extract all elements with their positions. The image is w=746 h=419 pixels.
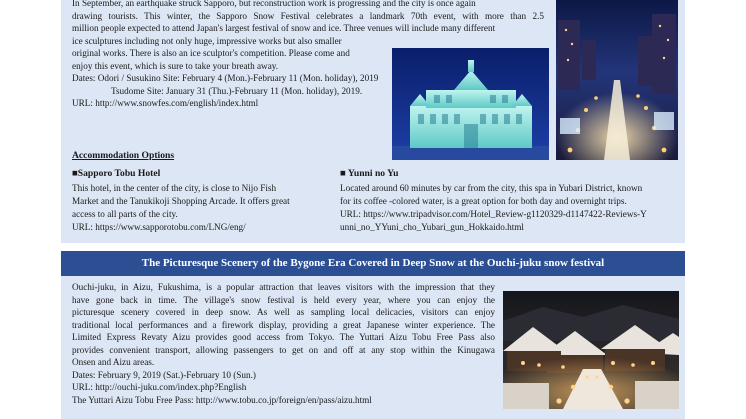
hotel1-url[interactable]: URL: https://www.sapporotobu.com/LNG/eng/ xyxy=(72,222,246,232)
ouchi-line-3: picturesque scenery covered in deep snow. As well as sampling local delicacies, visitors can enjoy xyxy=(72,307,495,317)
ouchi-line-2: have gone back in time. The village's snow festival is held every year, where you can enjoy the xyxy=(72,294,495,305)
ouchi-juku-photo xyxy=(503,291,679,409)
ice-palace-photo xyxy=(392,48,549,160)
hotel2-url-2[interactable]: unni_no_YYuni_cho_Yubari_gun_Hokkaido.html xyxy=(340,222,524,232)
festival-dates-1: Dates: Odori / Susukino Site: February 4 (Mon.)-February 11 (Mon. holiday), 2019 xyxy=(72,73,379,83)
snow-festival-night-photo xyxy=(556,0,678,160)
ouchi-title-bar: The Picturesque Scenery of the Bygone Era Covered in Deep Snow at the Ouchi-juku snow festival xyxy=(61,251,685,276)
ouchi-line-6: provides convenient transport, allowing passengers to get on and off at any stop within the Kinugawa xyxy=(72,344,495,355)
ouchi-pass-url[interactable]: The Yuttari Aizu Tobu Free Pass: http://www.tobu.co.jp/foreign/en/pass/aizu.html xyxy=(72,394,372,405)
hotel1-name: ■Sapporo Tobu Hotel xyxy=(72,168,161,179)
hotel2-line-1: Located around 60 minutes by car from the city, this spa in Yubari District, known xyxy=(340,183,643,193)
ouchi-line-5: Limited Express Revaty Aizu provides good access from Tokyo. The Yuttari Aizu Tobu Free Pass also xyxy=(72,332,495,342)
hotel2-url-1[interactable]: URL: https://www.tripadvisor.com/Hotel_Review-g1120329-d1147422-Reviews-Y xyxy=(340,209,647,219)
ouchi-dates: Dates: February 9, 2019 (Sat.)-February 10 (Sun.) xyxy=(72,369,256,380)
ouchi-line-7: Onsen and Aizu areas. xyxy=(72,357,155,367)
festival-url[interactable]: URL: http://www.snowfes.com/english/index.html xyxy=(72,98,259,108)
hotel2-name: ■ Yunni no Yu xyxy=(340,168,399,179)
festival-line-5: original works. There is also an ice sculptor's competition. Please come and xyxy=(72,48,350,58)
festival-line-3: million people expected to attend Japan's largest festival of snow and ice. Three venues will include many different xyxy=(72,23,496,33)
festival-line-4: ice sculptures including not only huge, impressive works but also smaller xyxy=(72,35,342,46)
hotel1-line-2: Market and the Tanukikoji Shopping Arcade. It offers great xyxy=(72,196,290,206)
ouchi-line-4: traditional local performances and a firework display, providing a great Japanese winter experience. The xyxy=(72,319,495,330)
festival-line-1: In September, an earthquake struck Sapporo, but reconstruction work is progressing and the city is once again xyxy=(72,0,476,8)
festival-dates-2: Tsudome Site: January 31 (Thu.)-February 11 (Mon. holiday), 2019. xyxy=(111,85,363,96)
hotel2-line-2: for its coffee -colored water, is a great option for both day and overnight trips. xyxy=(340,196,627,206)
festival-line-6: enjoy this event, which is sure to take your breath away. xyxy=(72,60,279,71)
ouchi-line-1: Ouchi-juku, in Aizu, Fukushima, is a popular attraction that leaves visitors with the impression that they xyxy=(72,282,495,292)
hotel1-line-1: This hotel, in the center of the city, is close to Nijo Fish xyxy=(72,183,277,193)
festival-line-2: drawing tourists. This winter, the Sapporo Snow Festival celebrates a landmark 70th event, with more than 2.5 xyxy=(72,10,544,21)
ouchi-url[interactable]: URL: http://ouchi-juku.com/index.php?English xyxy=(72,382,247,392)
hotel1-line-3: access to all parts of the city. xyxy=(72,209,178,219)
accommodation-heading: Accommodation Options xyxy=(72,150,175,161)
